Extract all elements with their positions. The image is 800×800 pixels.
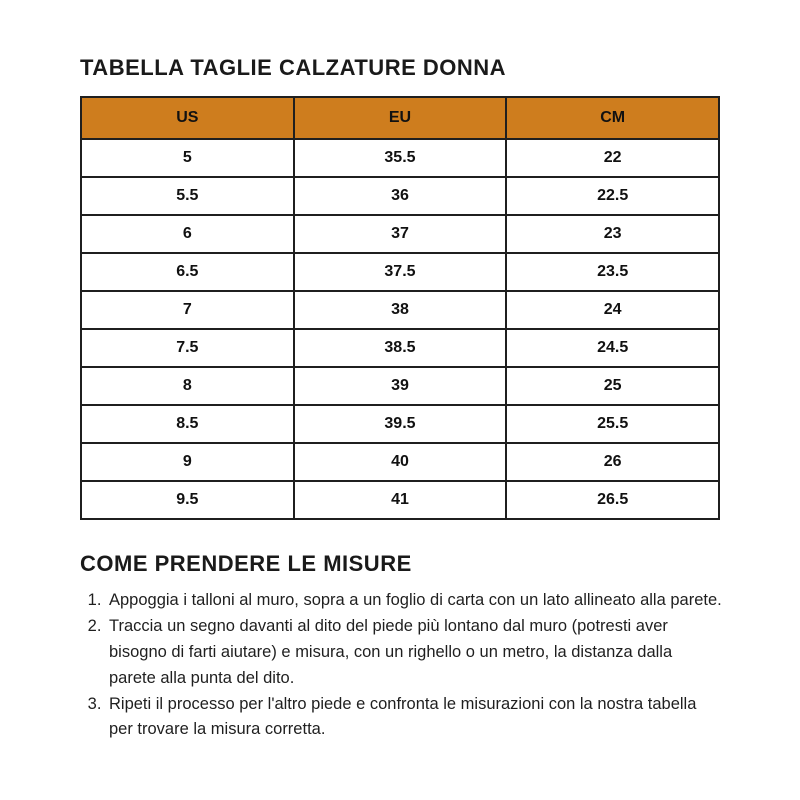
table-cell-eu: 40	[294, 443, 507, 481]
table-cell-eu: 35.5	[294, 139, 507, 177]
table-row	[81, 443, 719, 481]
table-cell-us: 7	[81, 291, 294, 329]
table-row	[81, 139, 719, 177]
table-cell-eu: 38	[294, 291, 507, 329]
table-cell-us: 6.5	[81, 253, 294, 291]
instruction-step: 1. Appoggia i talloni al muro, sopra a un foglio di carta con un lato allineato alla parete.	[106, 588, 722, 614]
table-cell-cm: 24	[506, 291, 719, 329]
table-cell-us: 8	[81, 367, 294, 405]
table-header-row	[81, 97, 719, 139]
table-cell-eu: 39	[294, 367, 507, 405]
column-header-cm: CM	[506, 97, 719, 139]
table-row	[81, 405, 719, 443]
table-row	[81, 367, 719, 405]
table-cell-us: 6	[81, 215, 294, 253]
table-cell-cm: 26.5	[506, 481, 719, 519]
table-cell-us: 8.5	[81, 405, 294, 443]
table-cell-us: 7.5	[81, 329, 294, 367]
table-cell-eu: 36	[294, 177, 507, 215]
table-cell-eu: 39.5	[294, 405, 507, 443]
column-header-eu: EU	[294, 97, 507, 139]
shoe-size-table	[80, 96, 720, 520]
table-cell-eu: 37.5	[294, 253, 507, 291]
table-cell-us: 9	[81, 443, 294, 481]
table-row	[81, 215, 719, 253]
table-row	[81, 253, 719, 291]
page-title: TABELLA TAGLIE CALZATURE DONNA	[80, 55, 507, 80]
table-cell-eu: 41	[294, 481, 507, 519]
table-cell-us: 5	[81, 139, 294, 177]
instruction-step: 2. Traccia un segno davanti al dito del piede più lontano dal muro (potresti aver bisogno di farti aiutare) e misura, con un righello o un metro, la distanza dalla parete alla punta del dito.	[106, 614, 722, 692]
table-cell-cm: 26	[506, 443, 719, 481]
table-cell-cm: 22.5	[506, 177, 719, 215]
instruction-step: 3. Ripeti il processo per l'altro piede e confronta le misurazioni con la nostra tabella per trovare la misura corretta.	[106, 692, 722, 744]
table-cell-cm: 23.5	[506, 253, 719, 291]
table-cell-us: 9.5	[81, 481, 294, 519]
table-cell-eu: 38.5	[294, 329, 507, 367]
table-row	[81, 329, 719, 367]
table-cell-us: 5.5	[81, 177, 294, 215]
measuring-instructions-heading: COME PRENDERE LE MISURE	[80, 551, 412, 576]
column-header-us: US	[81, 97, 294, 139]
table-cell-cm: 22	[506, 139, 719, 177]
table-row	[81, 481, 719, 519]
measuring-instructions-list	[82, 588, 722, 743]
table-row	[81, 177, 719, 215]
table-cell-cm: 25.5	[506, 405, 719, 443]
table-row	[81, 291, 719, 329]
table-cell-cm: 25	[506, 367, 719, 405]
table-cell-cm: 24.5	[506, 329, 719, 367]
table-cell-eu: 37	[294, 215, 507, 253]
table-cell-cm: 23	[506, 215, 719, 253]
